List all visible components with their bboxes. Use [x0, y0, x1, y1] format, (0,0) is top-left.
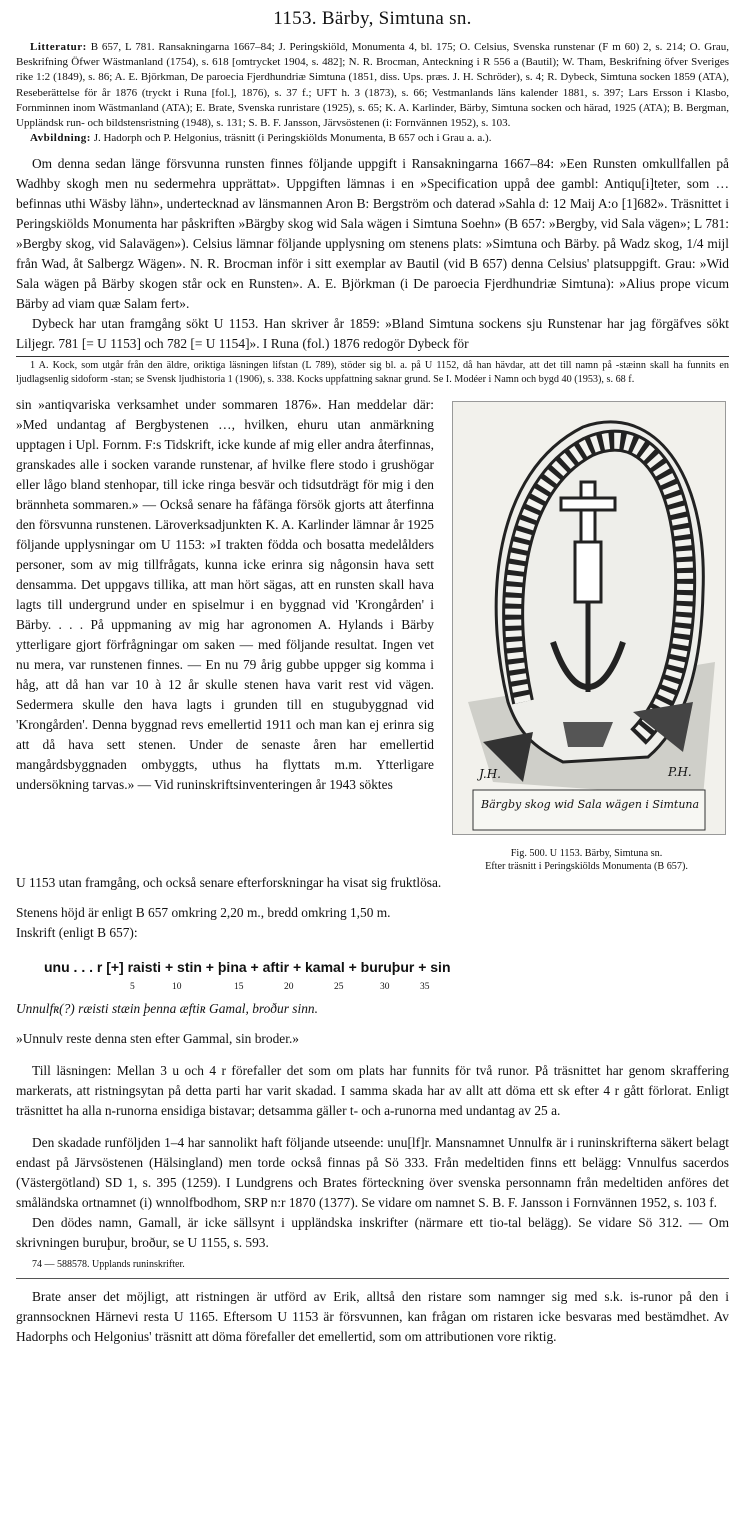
rune-number: 35 [420, 982, 430, 993]
litteratur-text: B 657, L 781. Ransakningarna 1667–84; J. Peringskiöld, Monumenta 4, bl. 175; O. Celsius, Svenska runstenar (F m 60) 2, s. 214; O. Grau, Beskrifning Öfwer Wästmanland (1754), s. 618 [omtrycket 1904, s. 482]; N. R. Brocman, Anteckning i R 556 a (Bautil); W. Tham, Beskrifning öfver Sveriges rike 1:2 (1849), s. 86; A. E. Björkman, De paroecia Fjerdhundriæ Simtuna (1851, diss. Ups. præs. J. H. Schröder), s. 4; R. Dybeck, Simtuna socken 1859 (ATA), Reseberättelse för år 1876 (tryckt i Runa [fol.], 1876), s. 37 f.; UFT h. 3 (1873), s. 66; Vestmanlands läns kalender 1881, s. 397; Lars Ersson i Klasbo, Fornminnen inom Wästmanland (ATA); E. Brate, Svenska runristare (1925), s. 65; K. A. Karlinder, Bärby, Simtuna socken och härad, 1925 (ATA); B. Bergman, Uppländsk run- och bildstensristning (1948), s. 131; S. B. F. Jansson, Järvsöstenen (i: Fornvännen 1952), s. 103. [16, 41, 729, 130]
divider [16, 1278, 729, 1279]
figure [444, 395, 729, 873]
rune-number: 30 [380, 982, 390, 993]
avbildning-text: J. Hadorph och P. Helgonius, träsnitt (i Peringskiölds Monumenta, B 657 och i Grau a. a.). [93, 132, 492, 145]
avbildning-label: Avbildning: [30, 132, 91, 145]
rune-numbers [44, 977, 729, 993]
final-section [16, 1287, 729, 1347]
rune-number: 20 [284, 982, 294, 993]
runestone-drawing [453, 402, 725, 834]
rune-number: 10 [172, 982, 182, 993]
footnote-text: 1 A. Kock, som utgår från den äldre, oriktiga läsningen lifstan (L 789), stöder sig bl. a. på U 1152, då han hävdar, att det till namn på -stæinn skall ha funnits en ljudlagsenlig sidoform -stan; se Svensk ljudhistoria 1 (1906), s. 338. Kocks uppfattning saknar grund. Se I. Modéer i Namn och bygd 40 (1953), s. 68 f. [16, 360, 729, 386]
after-figure-line: U 1153 utan framgång, och också senare efterforskningar ha visat sig fruktlösa. [16, 875, 442, 891]
stone-dimensions: Stenens höjd är enligt B 657 omkring 2,20 m., bredd omkring 1,50 m. [16, 905, 391, 921]
figure-caption [444, 847, 729, 873]
litteratur-label: Litteratur: [30, 41, 87, 53]
normalized-text: Unnulfʀ(?) ræisti stæin þenna æftiʀ Gamal, broður sinn. [16, 1001, 318, 1017]
paragraph-2: Dybeck har utan framgång sökt U 1153. Han skriver år 1859: »Bland Simtuna sockens sju Runstenar har jag förgäfves sökt Liljegr. 781 [= U 1153] och 782 [= U 1154]». I Runa (fol.) 1876 redogör Dybeck för [16, 316, 729, 352]
woodcut-inscription: Bärgby skog wid Sala wägen i Simtuna [481, 798, 700, 812]
translation: »Unnulv reste denna sten efter Gammal, sin broder.» [16, 1031, 299, 1047]
rune-number: 5 [130, 982, 135, 993]
name-paragraph-2: Den dödes namn, Gamall, är icke sällsynt i uppländska inskrifter (närmare ett tio-tal belägg). Se vidare Sö 312. — Om skrivningen buruþur, broður, se U 1155, s. 593. [16, 1215, 729, 1251]
figure-caption-line-2: Efter träsnitt i Peringskiölds Monumenta (B 657). [485, 861, 688, 873]
woodcut-signature-right: P.H. [668, 765, 692, 780]
woodcut-signature-left: J.H. [479, 767, 501, 782]
printer-line: 74 — 588578. Upplands runinskrifter. [32, 1259, 185, 1271]
left-column-text: sin »antiqvariska verksamhet under sommaren 1876». Han meddelar där: »Med undantag af Bergbystenen …, hvilken, ehuru utan anmärkning upptagen i Upl. Fornm. F:s Tidskrift, icke kunde af mig eller andra återfinnas, granskades alle i socken varande runstenar, af hvilke flere stodo i grushögar eller lågo bland stenhopar, till icke ringa besvär och tidsutdrägt för mig i den brännheta sommaren.» — Också senare ha fåfänga försök gjorts att återfinna den försvunna runstenen. Läroverksadjunkten K. A. Karlinder lämnar år 1925 följande upplysningar om U 1153: »I trakten födda och bosatta medelålders personer, som av mig tillfrågats, kunna icke erinra sig någonsin hava sett densamma. Det uppgavs tillika, att man hört sägas, att en runsten skall hava lagts till undergrund under en spiselmur i en byggnad vid 'Krongården' i Bärby. . . . På uppmaning av mig har agronomen A. Hylands i Bärby ytterligare gjort förfrågningar om saken — med följande resultat. Ingen vet nu mera, var runstenen finnes. — En nu 79 årig gubbe uppger sig komma i håg, att då han var 10 à 12 år skulle stenen hava varit rest vid vägen. Sedermera skulle den hava lagts i grunden till en stugubyggnad vid 'Krongården'. Denna byggnad revs emellertid 1911 och man kan ej erinra sig att då hava sett stenen. Under de senaste åren har emellertid mangårdsbyggnaden ombyggts, uthus ha flyttats m.m. Ytterligare undersökning tarvas.» — Vid runinskriftsinventeringen år 1943 söktes [16, 397, 434, 793]
rune-number: 25 [334, 982, 344, 993]
inscription-section [16, 903, 729, 1253]
rune-transliteration: unu . . . r [+] raisti + stin + þina + aftir + kamal + buruþur + sin [44, 959, 451, 976]
page [16, 6, 729, 1347]
name-paragraph-1: Den skadade runföljden 1–4 har sannolikt haft följande utseende: unu[lf]r. Mansnamnet Unnulfʀ är i runinskrifterna säkert belagt endast på Järvsöstenen (Hälsingland) men torde också finnas på Sö 333. Från medeltiden finns ett belägg: Vnnulfus sacerdos (Västergötland) SD 1, s. 395 (1259). I Lundgrens och Brates förteckning över svenska personnamn från medeltiden anföres det småländska ortnamnet (i) wnnolfbodhom, SRP n:r 1870 (1377). Se vidare om namnet S. B. F. Jansson i Fornvännen 1952, s. 103 f. [16, 1135, 729, 1211]
reading-notes: Till läsningen: Mellan 3 u och 4 r förefaller det som om plats har funnits för två runor. På träsnittet har genom skraffering markerats, att ristningsytan på detta parti har varit skadad. I samma skada har av allt att döma ett sk efter 4 r gått förlorat. Enligt träsnittet ha alla n-runorna ensidiga bistavar; detsamma gäller t- och a-runorna med undantag av 25 a. [16, 1063, 729, 1119]
figure-caption-line-1: Fig. 500. U 1153. Bärby, Simtuna sn. [510, 848, 663, 860]
rune-number: 15 [234, 982, 244, 993]
runestone-woodcut [452, 401, 726, 835]
after-figure-text [16, 873, 729, 893]
final-paragraph: Brate anser det möjligt, att ristningen är utförd av Erik, alltså den ristare som namnger sig med s.k. is-runor på den i grannsocknen Härnevi resta U 1165. Eftersom U 1153 är försvunnen, kan frågan om ristaren icke besvaras med bestämdhet. Av Hadorphs och Helgonius' träsnitt att döma förefaller det emellertid, som om attributionen vore riktig. [16, 1289, 729, 1345]
two-column-section [16, 395, 729, 873]
footnote [16, 356, 729, 387]
main-text [16, 154, 729, 354]
paragraph-1: Om denna sedan länge försvunna runsten finnes följande uppgift i Ransakningarna 1667–84: »Een Runsten omkullfallen på Wadhby skogh men nu sedermehra upprättat». Uppgiften lämnas i en »Specification uppå dee gambl: Antiqu[i]teter, som … befinnas uthi Wäsby lähn», undertecknad av länsmannen Aron B: Bergström och daterad »Sahla d: 12 Maij A:o [1]682». Träsnittet i Peringskiölds Monumenta har påskriften »Bärgby skog wid Sala wägen i Simtuna Soehn» (B 657: »Bergby, vid Sala vägen»; L 781: »Bergby skog, vid Salavägen»). Celsius lämnar följande upplysning om stenens plats: »Simtuna och Bärby. på Wadz skog, 1/4 mijl från Wad, åt Salbergz Wägen». N. R. Brocman inför i sitt exemplar av Bautil (vid B 657) denna Celsius' platsuppgift. Grau: »Wid Sala wägen på Bärby skogen står ock en Runsten». A. E. Björkman (i De paroecia Fjerdhundriæ Simtuna): »Alius prope vicum Bärby ad viam quæ Salam fert». [16, 156, 729, 312]
left-column [16, 395, 434, 873]
bibliography [16, 40, 729, 146]
inskrift-label: Inskrift (enligt B 657): [16, 925, 138, 941]
page-title: 1153. Bärby, Simtuna sn. [273, 8, 472, 29]
